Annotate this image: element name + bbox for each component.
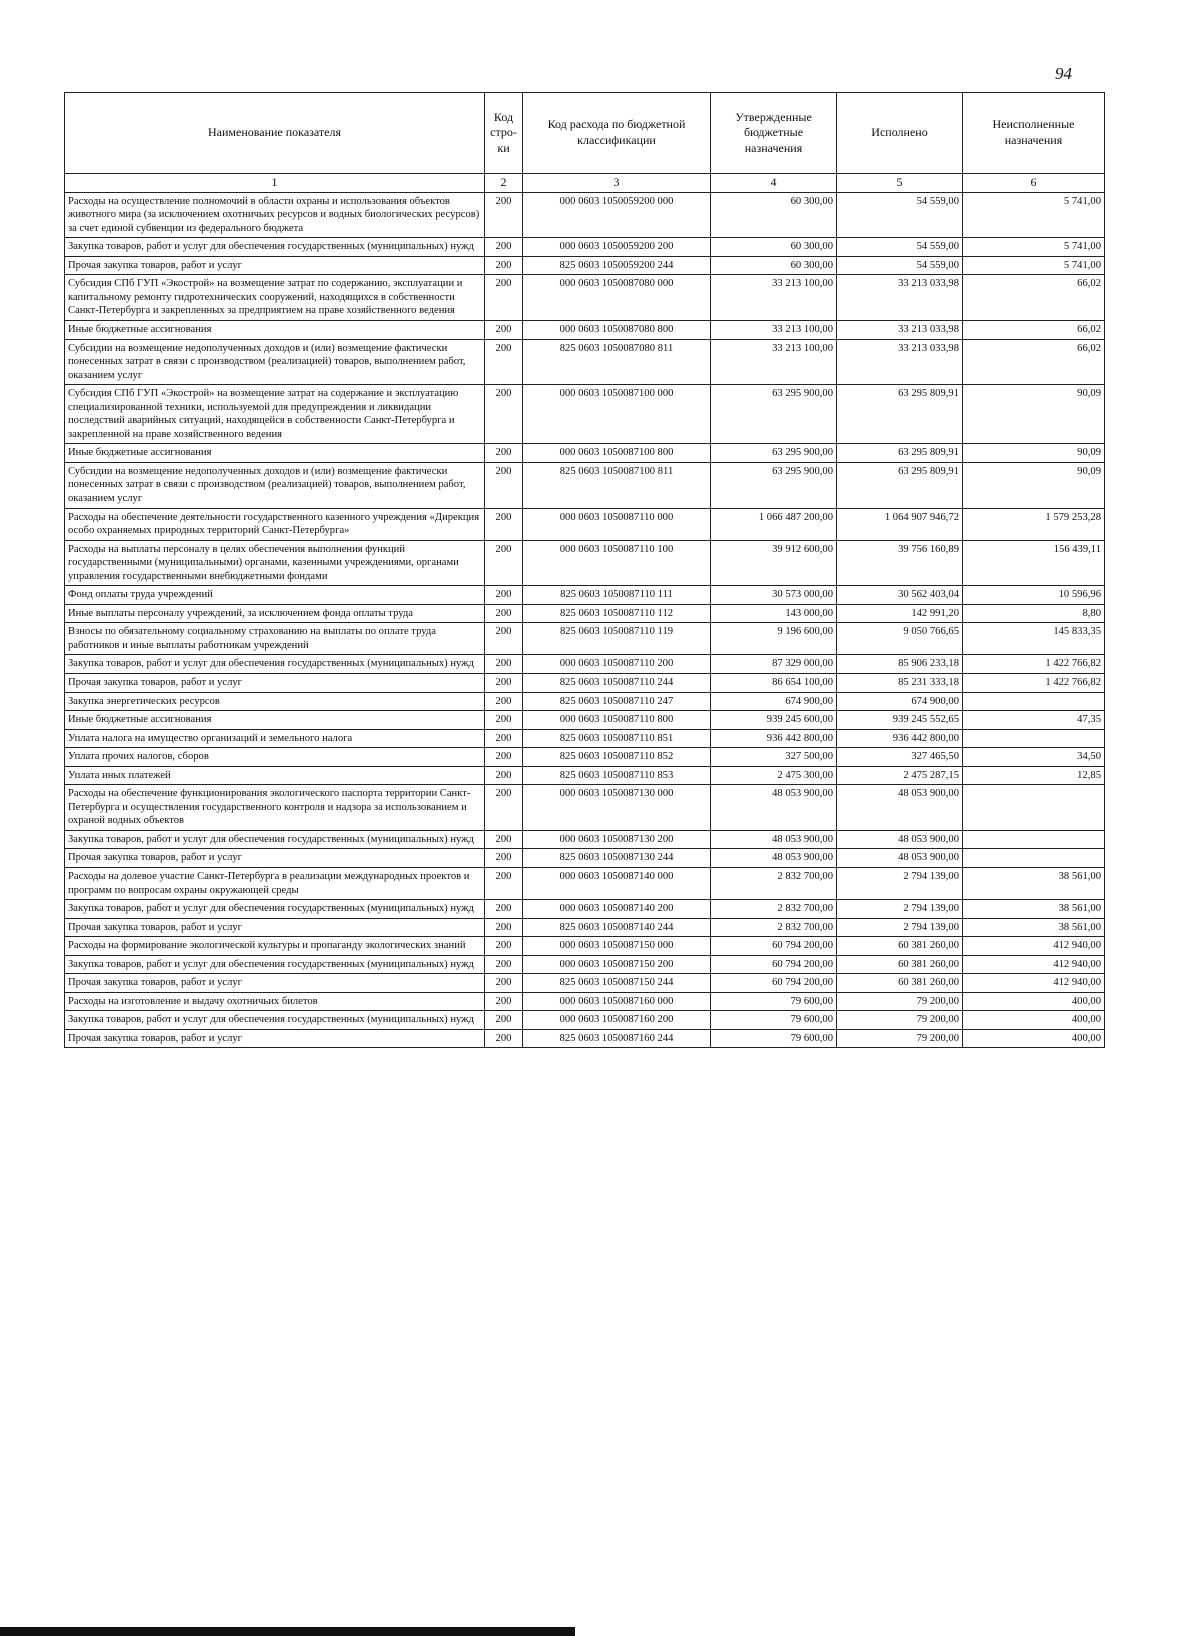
row-line-code: 200 — [485, 1011, 523, 1030]
row-unexecuted: 5 741,00 — [963, 256, 1105, 275]
row-approved: 33 213 100,00 — [711, 275, 837, 321]
row-unexecuted: 66,02 — [963, 275, 1105, 321]
row-unexecuted: 12,85 — [963, 766, 1105, 785]
row-unexecuted: 1 422 766,82 — [963, 655, 1105, 674]
row-approved: 48 053 900,00 — [711, 849, 837, 868]
row-approved: 2 832 700,00 — [711, 900, 837, 919]
row-executed: 79 200,00 — [837, 992, 963, 1011]
row-name: Иные бюджетные ассигнования — [65, 320, 485, 339]
row-approved: 63 295 900,00 — [711, 462, 837, 508]
row-line-code: 200 — [485, 385, 523, 444]
row-unexecuted — [963, 830, 1105, 849]
row-line-code: 200 — [485, 508, 523, 540]
row-name: Субсидия СПб ГУП «Экострой» на возмещение затрат по содержанию, эксплуатации и капитальному ремонту гидротехнических сооружений, находящихся в собственности Санкт-Петербурга и закрепленных за предприятием на праве хозяйственного ведения — [65, 275, 485, 321]
row-approved: 143 000,00 — [711, 604, 837, 623]
column-number-row — [65, 174, 1105, 193]
row-line-code: 200 — [485, 785, 523, 831]
table-row — [65, 674, 1105, 693]
row-executed: 48 053 900,00 — [837, 849, 963, 868]
table-row — [65, 748, 1105, 767]
row-line-code: 200 — [485, 692, 523, 711]
row-approved: 936 442 800,00 — [711, 729, 837, 748]
row-unexecuted — [963, 729, 1105, 748]
row-executed: 79 200,00 — [837, 1011, 963, 1030]
row-unexecuted — [963, 692, 1105, 711]
table-row — [65, 937, 1105, 956]
row-executed: 39 756 160,89 — [837, 540, 963, 586]
column-number: 3 — [523, 174, 711, 193]
row-approved: 33 213 100,00 — [711, 320, 837, 339]
row-approved: 87 329 000,00 — [711, 655, 837, 674]
row-line-code: 200 — [485, 604, 523, 623]
row-unexecuted: 90,09 — [963, 444, 1105, 463]
row-executed: 2 794 139,00 — [837, 918, 963, 937]
table-row — [65, 275, 1105, 321]
row-approved: 30 573 000,00 — [711, 586, 837, 605]
table-row — [65, 540, 1105, 586]
row-budget-code: 825 0603 1050087110 852 — [523, 748, 711, 767]
row-executed: 674 900,00 — [837, 692, 963, 711]
row-executed: 9 050 766,65 — [837, 623, 963, 655]
row-unexecuted: 34,50 — [963, 748, 1105, 767]
row-line-code: 200 — [485, 339, 523, 385]
row-name: Иные выплаты персоналу учреждений, за исключением фонда оплаты труда — [65, 604, 485, 623]
table-row — [65, 1011, 1105, 1030]
row-budget-code: 000 0603 1050059200 000 — [523, 192, 711, 238]
row-executed: 2 475 287,15 — [837, 766, 963, 785]
row-approved: 2 832 700,00 — [711, 918, 837, 937]
row-name: Субсидии на возмещение недополученных доходов и (или) возмещение фактически понесенных затрат в связи с производством (реализацией) товаров, выполнением работ, оказанием услуг — [65, 462, 485, 508]
table-row — [65, 320, 1105, 339]
row-executed: 54 559,00 — [837, 238, 963, 257]
table-row — [65, 385, 1105, 444]
row-unexecuted: 8,80 — [963, 604, 1105, 623]
row-approved: 79 600,00 — [711, 1029, 837, 1048]
row-approved: 60 794 200,00 — [711, 937, 837, 956]
row-executed: 79 200,00 — [837, 1029, 963, 1048]
row-line-code: 200 — [485, 238, 523, 257]
row-name: Закупка товаров, работ и услуг для обеспечения государственных (муниципальных) нужд — [65, 955, 485, 974]
row-budget-code: 000 0603 1050087110 200 — [523, 655, 711, 674]
column-number: 6 — [963, 174, 1105, 193]
table-row — [65, 900, 1105, 919]
row-budget-code: 000 0603 1050087150 200 — [523, 955, 711, 974]
column-number: 5 — [837, 174, 963, 193]
row-name: Прочая закупка товаров, работ и услуг — [65, 849, 485, 868]
row-approved: 939 245 600,00 — [711, 711, 837, 730]
table-row — [65, 192, 1105, 238]
row-budget-code: 825 0603 1050087110 851 — [523, 729, 711, 748]
row-budget-code: 000 0603 1050087140 200 — [523, 900, 711, 919]
row-budget-code: 825 0603 1050087110 111 — [523, 586, 711, 605]
row-line-code: 200 — [485, 275, 523, 321]
row-executed: 33 213 033,98 — [837, 275, 963, 321]
row-unexecuted: 156 439,11 — [963, 540, 1105, 586]
row-name: Уплата иных платежей — [65, 766, 485, 785]
table-row — [65, 692, 1105, 711]
row-line-code: 200 — [485, 711, 523, 730]
row-executed: 85 906 233,18 — [837, 655, 963, 674]
row-name: Закупка товаров, работ и услуг для обеспечения государственных (муниципальных) нужд — [65, 655, 485, 674]
table-body — [65, 192, 1105, 1048]
row-approved: 86 654 100,00 — [711, 674, 837, 693]
row-executed: 60 381 260,00 — [837, 974, 963, 993]
row-budget-code: 825 0603 1050087080 811 — [523, 339, 711, 385]
row-name: Взносы по обязательному социальному страхованию на выплаты по оплате труда работников и иные выплаты работникам учреждений — [65, 623, 485, 655]
table-row — [65, 766, 1105, 785]
header-row — [65, 93, 1105, 174]
table-row — [65, 955, 1105, 974]
row-name: Расходы на долевое участие Санкт-Петербурга в реализации международных проектов и программ по вопросам охраны окружающей среды — [65, 868, 485, 900]
table-row — [65, 868, 1105, 900]
row-approved: 1 066 487 200,00 — [711, 508, 837, 540]
table-row — [65, 339, 1105, 385]
row-approved: 79 600,00 — [711, 992, 837, 1011]
row-name: Прочая закупка товаров, работ и услуг — [65, 1029, 485, 1048]
row-executed: 939 245 552,65 — [837, 711, 963, 730]
row-unexecuted: 38 561,00 — [963, 868, 1105, 900]
row-line-code: 200 — [485, 974, 523, 993]
table-row — [65, 918, 1105, 937]
row-approved: 79 600,00 — [711, 1011, 837, 1030]
row-executed: 33 213 033,98 — [837, 320, 963, 339]
row-unexecuted: 400,00 — [963, 1029, 1105, 1048]
row-approved: 60 300,00 — [711, 192, 837, 238]
row-unexecuted: 10 596,96 — [963, 586, 1105, 605]
row-line-code: 200 — [485, 462, 523, 508]
row-unexecuted: 1 422 766,82 — [963, 674, 1105, 693]
row-budget-code: 000 0603 1050087110 000 — [523, 508, 711, 540]
row-name: Расходы на выплаты персоналу в целях обеспечения выполнения функций государственными (муниципальными) органами, казенными учреждениями, органами управления государственными внебюджетными фондами — [65, 540, 485, 586]
row-line-code: 200 — [485, 748, 523, 767]
row-approved: 60 794 200,00 — [711, 955, 837, 974]
row-name: Прочая закупка товаров, работ и услуг — [65, 256, 485, 275]
row-unexecuted: 412 940,00 — [963, 937, 1105, 956]
row-approved: 60 300,00 — [711, 238, 837, 257]
row-budget-code: 000 0603 1050087150 000 — [523, 937, 711, 956]
row-unexecuted: 90,09 — [963, 462, 1105, 508]
table-row — [65, 586, 1105, 605]
row-approved: 9 196 600,00 — [711, 623, 837, 655]
table-row — [65, 444, 1105, 463]
row-approved: 48 053 900,00 — [711, 830, 837, 849]
row-unexecuted: 66,02 — [963, 339, 1105, 385]
header-executed: Исполнено — [837, 93, 963, 174]
row-budget-code: 825 0603 1050059200 244 — [523, 256, 711, 275]
row-executed: 48 053 900,00 — [837, 785, 963, 831]
row-unexecuted: 90,09 — [963, 385, 1105, 444]
row-approved: 48 053 900,00 — [711, 785, 837, 831]
table-row — [65, 711, 1105, 730]
row-executed: 63 295 809,91 — [837, 444, 963, 463]
table-row — [65, 849, 1105, 868]
header-line-code: Код стро-ки — [485, 93, 523, 174]
row-budget-code: 825 0603 1050087130 244 — [523, 849, 711, 868]
table-row — [65, 655, 1105, 674]
row-name: Иные бюджетные ассигнования — [65, 444, 485, 463]
row-line-code: 200 — [485, 729, 523, 748]
row-line-code: 200 — [485, 830, 523, 849]
row-approved: 63 295 900,00 — [711, 444, 837, 463]
row-name: Расходы на осуществление полномочий в области охраны и использования объектов животного мира (за исключением охотничьих ресурсов и водных биологических ресурсов) за счет единой субвенции из федерального бюджета — [65, 192, 485, 238]
row-budget-code: 000 0603 1050087080 800 — [523, 320, 711, 339]
row-budget-code: 000 0603 1050059200 200 — [523, 238, 711, 257]
row-line-code: 200 — [485, 320, 523, 339]
row-budget-code: 825 0603 1050087150 244 — [523, 974, 711, 993]
row-budget-code: 000 0603 1050087110 800 — [523, 711, 711, 730]
table-row — [65, 623, 1105, 655]
row-unexecuted: 5 741,00 — [963, 192, 1105, 238]
row-approved: 39 912 600,00 — [711, 540, 837, 586]
row-approved: 33 213 100,00 — [711, 339, 837, 385]
row-line-code: 200 — [485, 1029, 523, 1048]
row-name: Расходы на изготовление и выдачу охотничьих билетов — [65, 992, 485, 1011]
row-name: Прочая закупка товаров, работ и услуг — [65, 918, 485, 937]
row-budget-code: 825 0603 1050087160 244 — [523, 1029, 711, 1048]
row-unexecuted: 38 561,00 — [963, 918, 1105, 937]
row-executed: 936 442 800,00 — [837, 729, 963, 748]
row-name: Иные бюджетные ассигнования — [65, 711, 485, 730]
table-row — [65, 785, 1105, 831]
row-budget-code: 825 0603 1050087110 853 — [523, 766, 711, 785]
header-indicator-name: Наименование показателя — [65, 93, 485, 174]
row-budget-code: 000 0603 1050087160 200 — [523, 1011, 711, 1030]
page-number: 94 — [1055, 64, 1072, 83]
row-executed: 327 465,50 — [837, 748, 963, 767]
table-row — [65, 462, 1105, 508]
row-executed: 48 053 900,00 — [837, 830, 963, 849]
row-budget-code: 000 0603 1050087140 000 — [523, 868, 711, 900]
row-line-code: 200 — [485, 918, 523, 937]
row-line-code: 200 — [485, 849, 523, 868]
row-executed: 2 794 139,00 — [837, 900, 963, 919]
row-line-code: 200 — [485, 992, 523, 1011]
row-unexecuted: 400,00 — [963, 1011, 1105, 1030]
row-approved: 2 832 700,00 — [711, 868, 837, 900]
row-executed: 33 213 033,98 — [837, 339, 963, 385]
column-number: 1 — [65, 174, 485, 193]
row-name: Фонд оплаты труда учреждений — [65, 586, 485, 605]
row-name: Закупка товаров, работ и услуг для обеспечения государственных (муниципальных) нужд — [65, 830, 485, 849]
row-line-code: 200 — [485, 766, 523, 785]
row-name: Расходы на формирование экологической культуры и пропаганду экологических знаний — [65, 937, 485, 956]
row-budget-code: 000 0603 1050087080 000 — [523, 275, 711, 321]
table-row — [65, 729, 1105, 748]
row-budget-code: 825 0603 1050087140 244 — [523, 918, 711, 937]
row-line-code: 200 — [485, 444, 523, 463]
table-row — [65, 992, 1105, 1011]
row-executed: 54 559,00 — [837, 192, 963, 238]
row-name: Закупка энергетических ресурсов — [65, 692, 485, 711]
row-line-code: 200 — [485, 623, 523, 655]
row-line-code: 200 — [485, 900, 523, 919]
row-executed: 54 559,00 — [837, 256, 963, 275]
row-executed: 63 295 809,91 — [837, 462, 963, 508]
row-name: Закупка товаров, работ и услуг для обеспечения государственных (муниципальных) нужд — [65, 900, 485, 919]
header-approved: Утвержденные бюджетные назначения — [711, 93, 837, 174]
row-executed: 60 381 260,00 — [837, 955, 963, 974]
row-unexecuted: 412 940,00 — [963, 974, 1105, 993]
row-line-code: 200 — [485, 586, 523, 605]
row-budget-code: 825 0603 1050087110 112 — [523, 604, 711, 623]
row-unexecuted — [963, 785, 1105, 831]
row-unexecuted: 412 940,00 — [963, 955, 1105, 974]
row-approved: 2 475 300,00 — [711, 766, 837, 785]
row-unexecuted: 38 561,00 — [963, 900, 1105, 919]
row-unexecuted — [963, 849, 1105, 868]
row-executed: 142 991,20 — [837, 604, 963, 623]
row-name: Закупка товаров, работ и услуг для обеспечения государственных (муниципальных) нужд — [65, 238, 485, 257]
row-budget-code: 825 0603 1050087110 247 — [523, 692, 711, 711]
row-approved: 63 295 900,00 — [711, 385, 837, 444]
row-budget-code: 000 0603 1050087130 000 — [523, 785, 711, 831]
row-executed: 63 295 809,91 — [837, 385, 963, 444]
row-approved: 327 500,00 — [711, 748, 837, 767]
row-budget-code: 000 0603 1050087100 800 — [523, 444, 711, 463]
row-unexecuted: 400,00 — [963, 992, 1105, 1011]
row-executed: 1 064 907 946,72 — [837, 508, 963, 540]
row-name: Прочая закупка товаров, работ и услуг — [65, 674, 485, 693]
row-name: Уплата налога на имущество организаций и земельного налога — [65, 729, 485, 748]
row-approved: 60 794 200,00 — [711, 974, 837, 993]
header-budget-code: Код расхода по бюджетной классификации — [523, 93, 711, 174]
table-row — [65, 604, 1105, 623]
row-executed: 2 794 139,00 — [837, 868, 963, 900]
row-line-code: 200 — [485, 192, 523, 238]
row-budget-code: 000 0603 1050087160 000 — [523, 992, 711, 1011]
row-executed: 30 562 403,04 — [837, 586, 963, 605]
table-row — [65, 256, 1105, 275]
row-name: Субсидии на возмещение недополученных доходов и (или) возмещение фактически понесенных затрат в связи с производством (реализацией) товаров, выполнением работ, оказанием услуг — [65, 339, 485, 385]
table-row — [65, 1029, 1105, 1048]
row-budget-code: 825 0603 1050087100 811 — [523, 462, 711, 508]
row-name: Уплата прочих налогов, сборов — [65, 748, 485, 767]
row-unexecuted: 145 833,35 — [963, 623, 1105, 655]
row-budget-code: 825 0603 1050087110 244 — [523, 674, 711, 693]
row-line-code: 200 — [485, 256, 523, 275]
row-name: Закупка товаров, работ и услуг для обеспечения государственных (муниципальных) нужд — [65, 1011, 485, 1030]
table-row — [65, 508, 1105, 540]
row-approved: 674 900,00 — [711, 692, 837, 711]
column-number: 2 — [485, 174, 523, 193]
table-row — [65, 830, 1105, 849]
row-line-code: 200 — [485, 937, 523, 956]
budget-execution-table — [64, 92, 1105, 1048]
row-approved: 60 300,00 — [711, 256, 837, 275]
row-budget-code: 000 0603 1050087130 200 — [523, 830, 711, 849]
row-name: Субсидия СПб ГУП «Экострой» на возмещение затрат на содержание и эксплуатацию специализированной техники, используемой для предупреждения и ликвидации последствий аварийных ситуаций, находящейся в собственности Санкт-Петербурга и закрепленной на праве хозяйственного ведения — [65, 385, 485, 444]
row-executed: 60 381 260,00 — [837, 937, 963, 956]
table-row — [65, 974, 1105, 993]
row-line-code: 200 — [485, 540, 523, 586]
row-unexecuted: 47,35 — [963, 711, 1105, 730]
row-budget-code: 825 0603 1050087110 119 — [523, 623, 711, 655]
row-unexecuted: 1 579 253,28 — [963, 508, 1105, 540]
row-unexecuted: 66,02 — [963, 320, 1105, 339]
header-unexecuted: Неисполненные назначения — [963, 93, 1105, 174]
row-line-code: 200 — [485, 955, 523, 974]
row-name: Прочая закупка товаров, работ и услуг — [65, 974, 485, 993]
table-row — [65, 238, 1105, 257]
row-line-code: 200 — [485, 868, 523, 900]
row-name: Расходы на обеспечение деятельности государственного казенного учреждения «Дирекция особо охраняемых природных территорий Санкт-Петербурга» — [65, 508, 485, 540]
scan-edge-bar — [0, 1627, 575, 1636]
row-budget-code: 000 0603 1050087100 000 — [523, 385, 711, 444]
column-number: 4 — [711, 174, 837, 193]
row-executed: 85 231 333,18 — [837, 674, 963, 693]
row-line-code: 200 — [485, 655, 523, 674]
row-name: Расходы на обеспечение функционирования экологического паспорта территории Санкт-Петербурга и осуществления государственного контроля и надзора за использованием и охраной водных объектов — [65, 785, 485, 831]
row-budget-code: 000 0603 1050087110 100 — [523, 540, 711, 586]
row-unexecuted: 5 741,00 — [963, 238, 1105, 257]
row-line-code: 200 — [485, 674, 523, 693]
